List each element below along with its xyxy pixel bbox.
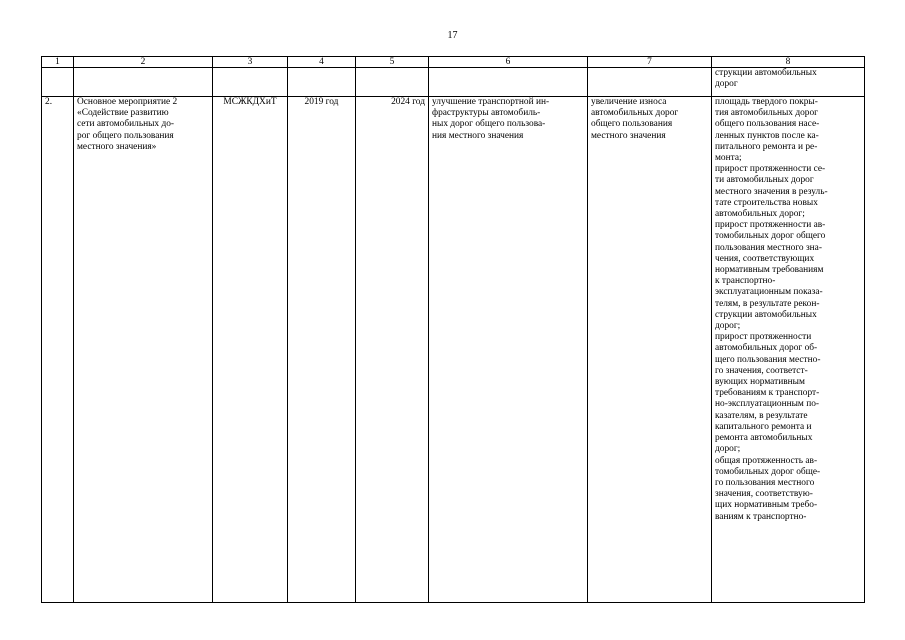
indicator-line: щего пользования местно- — [715, 354, 821, 365]
column-number-5: 5 — [356, 57, 429, 68]
indicator-line: местного значения в резуль- — [715, 186, 828, 197]
indicator-line: телям, в результате рекон- — [715, 298, 820, 309]
indicator-line: нормативным требованиям — [715, 265, 824, 276]
cont-indicator-line: дорог — [715, 79, 738, 90]
indicator-line: дорог; — [715, 444, 741, 455]
executor: МСЖКДХиТ — [213, 97, 288, 603]
row-number: 2. — [42, 97, 74, 603]
indicator-line: томобильных дорог обще- — [715, 466, 821, 477]
cont-cell-5 — [356, 68, 429, 97]
indicator-line: общая протяженность ав- — [715, 455, 818, 466]
consequences-line: общего пользования — [591, 119, 673, 130]
measure-name — [74, 97, 213, 603]
indicator-line: прирост протяженности — [715, 332, 812, 343]
expected-result-line: улучшение транспортной ин- — [432, 97, 550, 107]
indicator-line: ленных пунктов после ка- — [715, 130, 819, 141]
consequences-line: увеличение износа — [591, 97, 667, 107]
indicator-line: казателям, в результате — [715, 410, 808, 421]
column-number-2: 2 — [74, 57, 213, 68]
indicator-line: общего пользования насе- — [715, 119, 820, 130]
expected-result — [429, 97, 588, 603]
indicator-line: требованиям к транспорт- — [715, 388, 820, 399]
column-number-3: 3 — [213, 57, 288, 68]
expected-result-line: ных дорог общего пользова- — [432, 119, 546, 130]
indicator-line: автомобильных дорог; — [715, 209, 805, 220]
end-year: 2024 год — [356, 97, 429, 603]
cont-cell-7 — [588, 68, 712, 97]
indicator-line: значения, соответствую- — [715, 489, 813, 500]
page-number: 17 — [447, 30, 458, 41]
consequences-line: автомобильных дорог — [591, 108, 679, 119]
indicator-line: вующих нормативным — [715, 377, 805, 388]
cont-cell-8 — [712, 68, 865, 97]
cont-indicator-line: струкции автомобильных — [715, 68, 817, 78]
indicator-line: прирост протяженности ав- — [715, 220, 826, 231]
cont-cell-4 — [288, 68, 356, 97]
indicator-line: но-эксплуатационным по- — [715, 399, 820, 410]
cont-cell-6 — [429, 68, 588, 97]
indicators — [712, 97, 865, 603]
column-number-row — [42, 57, 865, 68]
start-year: 2019 год — [288, 97, 356, 603]
measure-name-line: Основное мероприятие 2 — [77, 97, 178, 107]
cont-cell-1 — [42, 68, 74, 97]
measure-name-line: местного значения» — [77, 141, 157, 152]
indicator-line: к транспортно- — [715, 276, 776, 287]
indicator-line: томобильных дорог общего — [715, 231, 826, 242]
measure-name-line: сети автомобильных до- — [77, 119, 175, 130]
measures-table — [41, 56, 865, 603]
indicator-line: щих нормативным требо- — [715, 500, 818, 511]
measure-name-line: «Содействие развитию — [77, 108, 169, 119]
consequences — [588, 97, 712, 603]
column-number-1: 1 — [42, 57, 74, 68]
column-number-4: 4 — [288, 57, 356, 68]
indicator-line: го значения, соответст- — [715, 365, 808, 376]
indicator-line: струкции автомобильных — [715, 309, 817, 320]
continuation-row — [42, 68, 865, 97]
indicator-line: ти автомобильных дорог — [715, 175, 814, 186]
indicator-line: го пользования местного — [715, 477, 815, 488]
indicator-line: тате строительства новых — [715, 197, 818, 208]
indicator-line: эксплуатационным показа- — [715, 287, 823, 298]
indicator-line: прирост протяженности се- — [715, 164, 826, 175]
column-number-6: 6 — [429, 57, 588, 68]
indicator-line: монта; — [715, 153, 742, 164]
column-number-8: 8 — [712, 57, 865, 68]
table-row — [42, 97, 865, 603]
indicator-line: дорог; — [715, 321, 741, 332]
cont-cell-3 — [213, 68, 288, 97]
consequences-line: местного значения — [591, 130, 666, 141]
expected-result-line: ния местного значения — [432, 130, 524, 141]
indicator-line: автомобильных дорог об- — [715, 343, 818, 354]
indicator-line: капитального ремонта и — [715, 421, 812, 432]
measure-name-line: рог общего пользования — [77, 130, 174, 141]
indicator-line: чения, соответствующих — [715, 253, 815, 264]
indicator-line: ваниям к транспортно- — [715, 511, 807, 522]
column-number-7: 7 — [588, 57, 712, 68]
indicator-line: питального ремонта и ре- — [715, 141, 818, 152]
indicator-line: тия автомобильных дорог — [715, 108, 818, 119]
indicator-line: пользования местного зна- — [715, 242, 822, 253]
cont-cell-2 — [74, 68, 213, 97]
indicator-line: площадь твердого покры- — [715, 97, 818, 107]
expected-result-line: фраструктуры автомобиль- — [432, 108, 541, 119]
indicator-line: ремонта автомобильных — [715, 433, 813, 444]
